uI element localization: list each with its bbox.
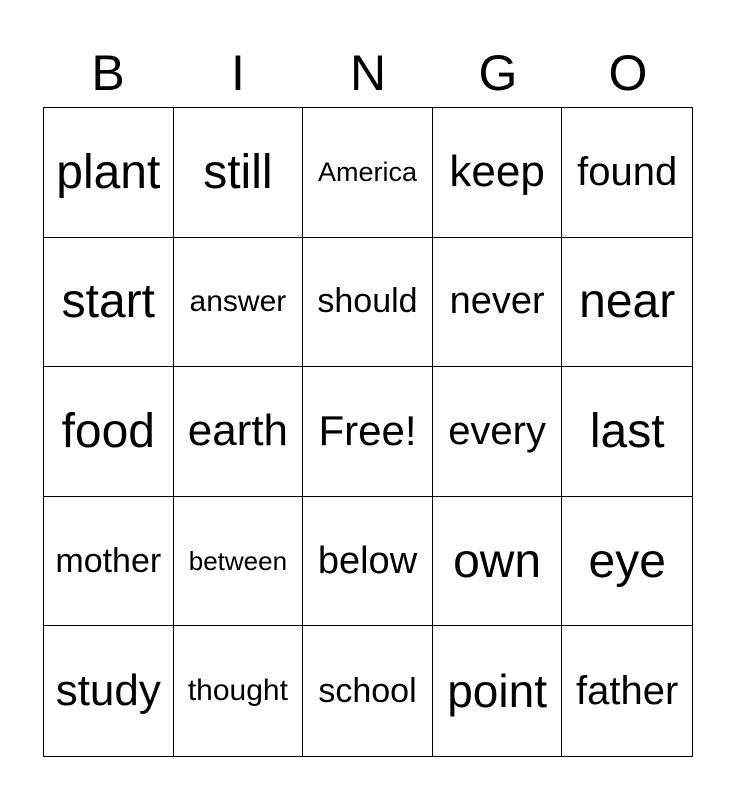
- free-space-label: Free!: [318, 407, 417, 455]
- cell-word: near: [579, 275, 676, 329]
- cell-word: mother: [55, 541, 162, 580]
- cell-word: below: [317, 539, 418, 582]
- bingo-cell[interactable]: [174, 497, 304, 627]
- bingo-cell[interactable]: [433, 238, 563, 368]
- cell-word: never: [449, 280, 545, 323]
- cell-word: food: [61, 404, 155, 458]
- cell-word: answer: [189, 284, 287, 318]
- cell-word: keep: [449, 147, 545, 197]
- bingo-cell[interactable]: [433, 626, 563, 756]
- cell-word: plant: [56, 145, 161, 199]
- header-letter-g: G: [478, 45, 518, 101]
- cell-word: school: [318, 671, 417, 710]
- cell-word: start: [61, 275, 155, 329]
- header-letter-b: B: [91, 45, 125, 101]
- bingo-cell[interactable]: [562, 238, 692, 368]
- free-space-cell[interactable]: [303, 367, 433, 497]
- cell-word: between: [188, 545, 288, 576]
- header-letter-i: I: [231, 45, 245, 101]
- cell-word: thought: [187, 674, 288, 708]
- bingo-cell[interactable]: [562, 626, 692, 756]
- cell-word: point: [447, 665, 547, 718]
- bingo-cell[interactable]: [433, 367, 563, 497]
- bingo-cell[interactable]: [44, 626, 174, 756]
- header-letter-o: O: [608, 45, 648, 101]
- bingo-cell[interactable]: [174, 367, 304, 497]
- cell-word: own: [453, 534, 542, 588]
- cell-word: study: [55, 666, 161, 716]
- bingo-cell[interactable]: [44, 367, 174, 497]
- bingo-cell[interactable]: [562, 497, 692, 627]
- bingo-cell[interactable]: [303, 108, 433, 238]
- cell-word: father: [576, 668, 679, 713]
- bingo-cell[interactable]: [44, 238, 174, 368]
- bingo-cell[interactable]: [303, 238, 433, 368]
- bingo-cell[interactable]: [562, 367, 692, 497]
- cell-word: found: [577, 149, 678, 194]
- bingo-board: [43, 107, 693, 757]
- bingo-cell[interactable]: [303, 497, 433, 627]
- bingo-cell[interactable]: [44, 108, 174, 238]
- bingo-cell[interactable]: [174, 238, 304, 368]
- cell-word: eye: [588, 534, 666, 588]
- bingo-header: [43, 38, 693, 108]
- cell-word: still: [203, 145, 273, 199]
- cell-word: earth: [187, 406, 289, 456]
- header-letter-n: N: [349, 45, 387, 101]
- bingo-cell[interactable]: [44, 497, 174, 627]
- bingo-cell[interactable]: [433, 497, 563, 627]
- bingo-cell[interactable]: [433, 108, 563, 238]
- bingo-cell[interactable]: [174, 108, 304, 238]
- cell-word: last: [589, 404, 665, 458]
- cell-word: should: [317, 282, 418, 321]
- bingo-cell[interactable]: [562, 108, 692, 238]
- cell-word: every: [448, 408, 546, 453]
- cell-word: America: [317, 156, 417, 187]
- bingo-cell[interactable]: [303, 626, 433, 756]
- bingo-cell[interactable]: [174, 626, 304, 756]
